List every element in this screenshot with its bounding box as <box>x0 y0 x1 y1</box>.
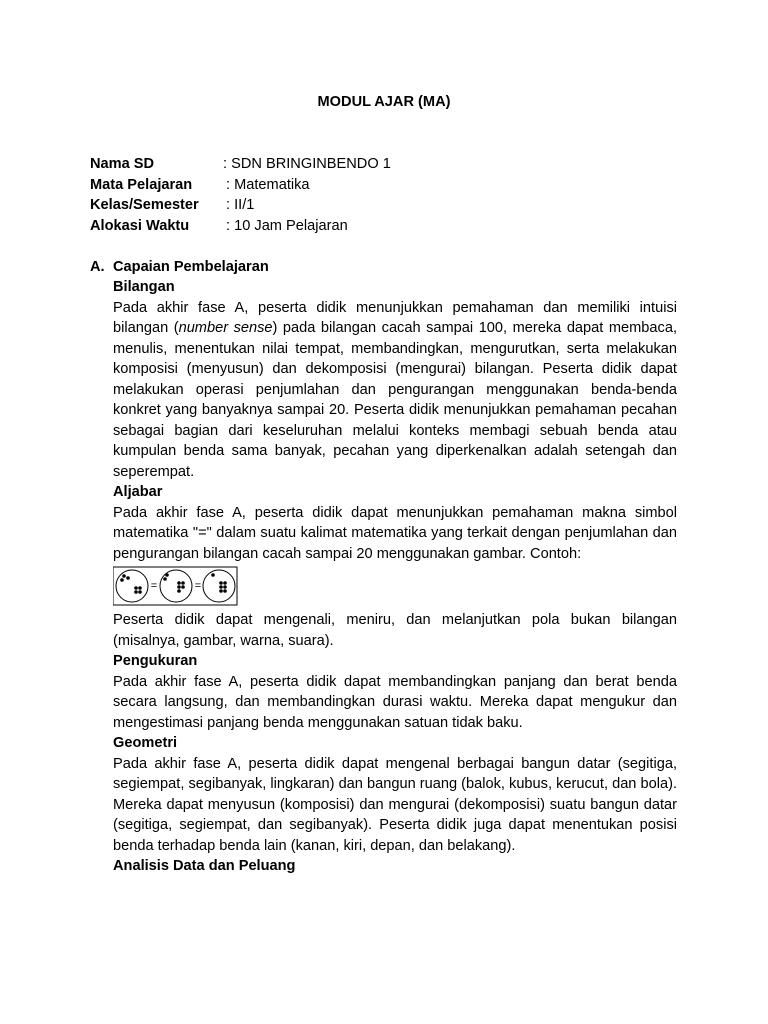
italic-term: number sense <box>178 320 273 336</box>
equality-circles-figure <box>113 566 239 606</box>
dots-left <box>120 574 142 594</box>
subheading-geometri: Geometri <box>113 735 178 751</box>
subheading-pengukuran: Pengukuran <box>113 653 198 669</box>
figure-frame <box>113 567 237 605</box>
meta-label: Kelas/Semester <box>90 197 199 213</box>
section-heading-a <box>90 257 269 278</box>
subheading-aljabar: Aljabar <box>113 484 163 500</box>
paragraph-pengukuran: Pada akhir fase A, peserta didik dapat membandingkan panjang dan berat benda secara langsung, dan membandingkan durasi waktu. Mereka dapat mengukur dan mengestimasi panjang benda menggunakan satuan tidak baku. <box>113 673 677 731</box>
circle-right <box>203 570 235 602</box>
paragraph-pola: Peserta didik dapat mengenali, meniru, dan melanjutkan pola bukan bilangan (misalnya, gambar, warna, suara). <box>113 612 677 649</box>
circle-middle <box>160 570 192 602</box>
meta-value: : II/1 <box>226 197 255 213</box>
circle-left <box>116 570 148 602</box>
meta-value: : SDN BRINGINBENDO 1 <box>223 156 391 172</box>
paragraph-text: Pada akhir fase A, peserta didik menunjukkan pemahaman dan memiliki intuisi bilangan ( <box>113 299 677 336</box>
meta-value: : Matematika <box>226 176 310 193</box>
subheading-analisis-data: Analisis Data dan Peluang <box>113 858 296 874</box>
subheading-bilangan: Bilangan <box>113 279 175 295</box>
meta-value: : 10 Jam Pelajaran <box>226 217 348 234</box>
paragraph-bilangan <box>113 298 677 483</box>
paragraph-text: ) pada bilangan cacah sampai 100, mereka dapat membaca, menulis, menentukan nilai tempat, membandingkan, mengurutkan, serta melakukan komposisi (menyusun) dan dekomposisi (mengurai) bilangan. Peserta didik dapat melakukan operasi penjumlahan dan pengurangan menggunakan benda-benda konkret yang banyaknya sampai 20. Peserta didik menunjukkan pemahaman pecahan sebagai bagian dari keseluruhan melalui konteks membagi sebuah benda atau kumpulan benda sama banyak, pecahan yang diperkenalkan adalah setengah dan seperempat. <box>113 320 677 480</box>
dots-middle <box>163 573 185 593</box>
section-content <box>113 277 677 877</box>
meta-label: Nama SD <box>90 156 155 172</box>
equals-sign-2: = <box>194 580 202 592</box>
section-number: A. <box>90 259 105 275</box>
paragraph-geometri: Pada akhir fase A, peserta didik dapat mengenal berbagai bangun datar (segitiga, segiempat, segibanyak, lingkaran) dan bangun ruang (balok, kubus, kerucut, dan bola). Mereka dapat menyusun (komposisi) dan mengurai (dekomposisi) suatu bangun datar (segitiga, segiempat, dan segibanyak). Peserta didik juga dapat menentukan posisi benda terhadap benda lain (kanan, kiri, depan, dan belakang). <box>113 755 677 854</box>
equals-sign-1: = <box>150 580 158 592</box>
example-figure <box>113 564 677 610</box>
meta-label: Mata Pelajaran <box>90 176 193 193</box>
section-title: Capaian Pembelajaran <box>113 259 269 275</box>
meta-label: Alokasi Waktu <box>90 217 190 234</box>
dots-right <box>211 573 227 593</box>
document-title: MODUL AJAR (MA) <box>317 94 451 110</box>
paragraph-aljabar: Pada akhir fase A, peserta didik dapat menunjukkan pemahaman makna simbol matematika "=" dalam suatu kalimat matematika yang terkait dengan penjumlahan dan pengurangan bilangan cacah sampai 20 menggunakan gambar. Contoh: <box>113 504 677 562</box>
